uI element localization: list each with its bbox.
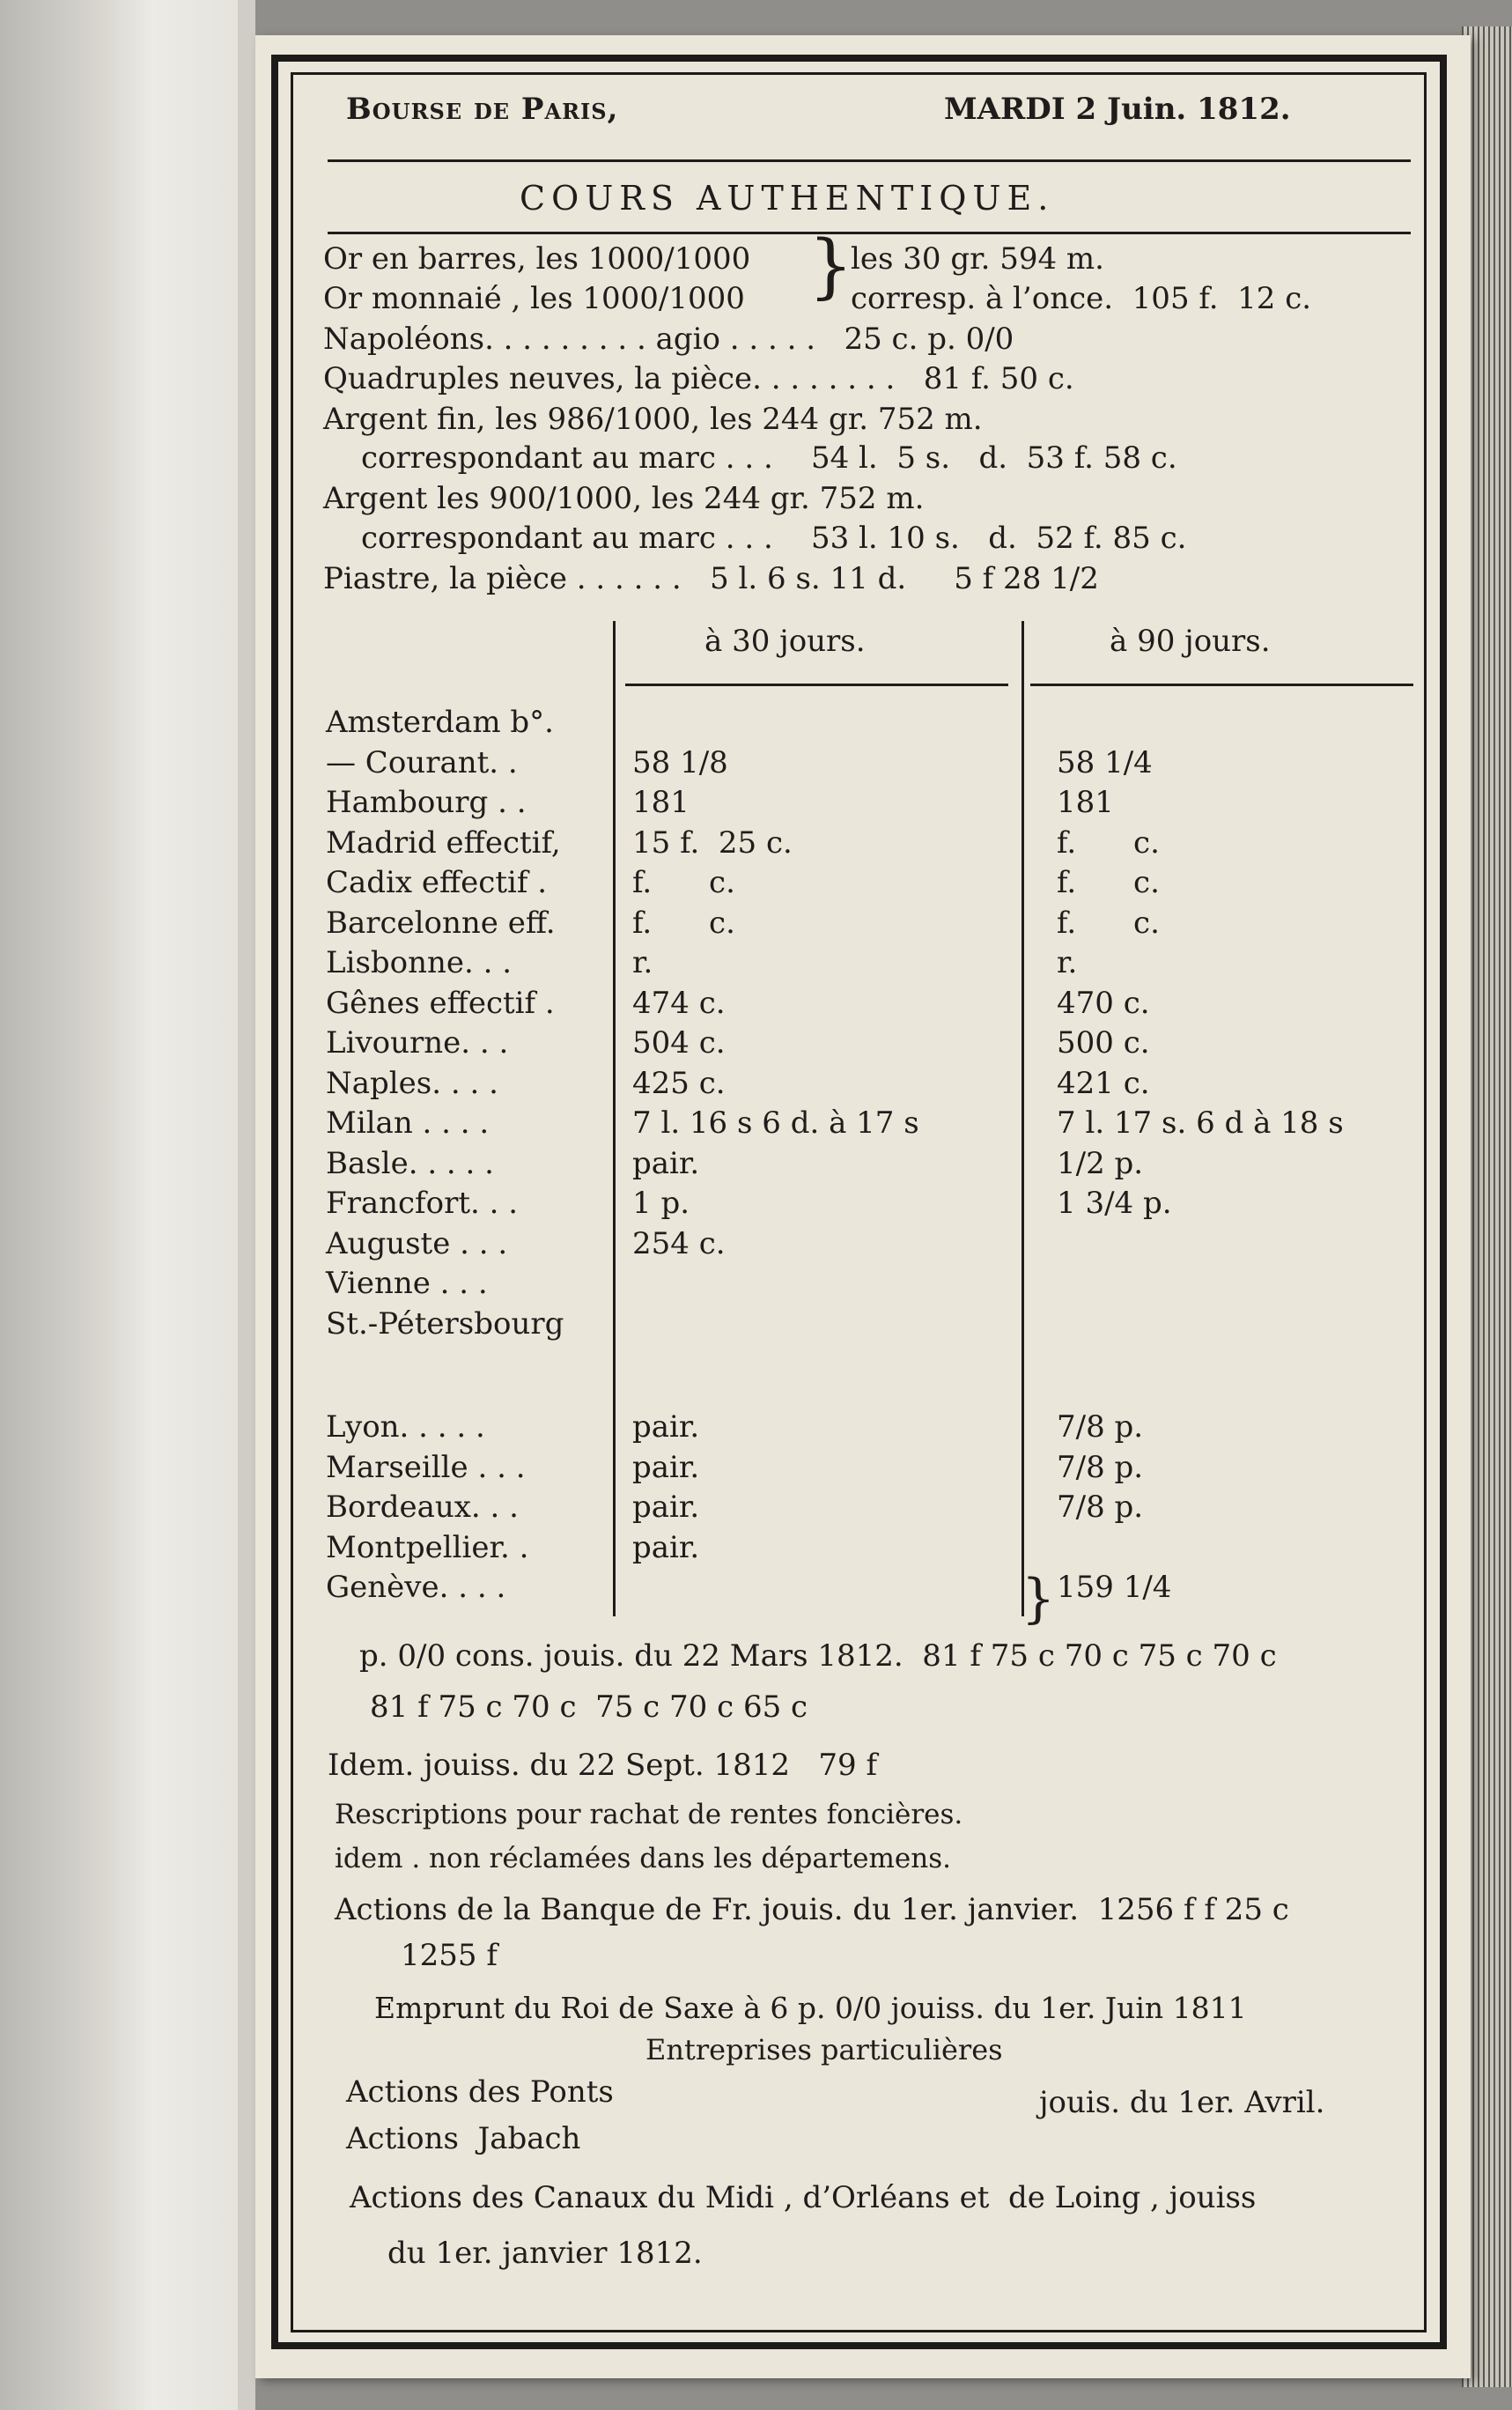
col-rule-30 (625, 684, 1008, 686)
exchange-place: Lyon. . . . . (326, 1409, 485, 1445)
exchange-30-days: pair. (632, 1449, 700, 1485)
exchange-90-days: f. c. (1057, 905, 1160, 941)
exchange-place: Amsterdam b°. (326, 705, 554, 740)
canaux-line1: Actions des Canaux du Midi , d’Orléans et de Loing , jouiss (350, 2180, 1257, 2215)
col-divider-1 (613, 621, 616, 1616)
exchange-90-days: 7/8 p. (1057, 1490, 1144, 1525)
exchange-90-days: 7/8 p. (1057, 1409, 1144, 1445)
rentes-cons-line2: 81 f 75 c 70 c 75 c 70 c 65 c (370, 1689, 808, 1725)
left-page-margin (0, 0, 255, 2410)
exchange-30-days: 15 f. 25 c. (632, 824, 793, 861)
quadruples: Quadruples neuves, la pièce. . . . . . . . 81 f. 50 c. (323, 361, 1074, 396)
actions-jabach: Actions Jabach (346, 2121, 581, 2156)
napoleons: Napoléons. . . . . . . . . agio . . . . . 25 c. p. 0/0 (323, 322, 1014, 357)
or-monnaie-right: corresp. à l’once. 105 f. 12 c. (851, 281, 1312, 316)
argent-fin: Argent fin, les 986/1000, les 244 gr. 752 m. (323, 402, 983, 437)
exchange-place: Naples. . . . (326, 1065, 498, 1101)
actions-ponts: Actions des Ponts (346, 2074, 614, 2110)
header-left: Bourse de Paris, (346, 92, 619, 127)
exchange-30-days: 474 c. (632, 985, 726, 1021)
col-header-30: à 30 jours. (704, 624, 866, 659)
actions-ponts-jouis: jouis. du 1er. Avril. (1039, 2085, 1325, 2120)
exchange-30-days: 254 c. (632, 1225, 726, 1261)
exchange-30-days: pair. (632, 1529, 700, 1565)
exchange-90-days: 1 3/4 p. (1057, 1186, 1172, 1221)
exchange-30-days: f. c. (632, 865, 735, 900)
exchange-30-days: pair. (632, 1490, 700, 1525)
exchange-90-days: 181 (1057, 785, 1114, 820)
exchange-30-days: f. c. (632, 905, 735, 941)
exchange-place: Lisbonne. . . (326, 945, 513, 980)
argent-fin-corr: correspondant au marc . . . 54 l. 5 s. d. 53 f. 58 c. (361, 440, 1177, 476)
header-rule (328, 159, 1411, 162)
banque-line1: Actions de la Banque de Fr. jouis. du 1er. janvier. 1256 f f 25 c (335, 1892, 1289, 1927)
exchange-place: Genève. . . . (326, 1570, 506, 1605)
exchange-place: Hambourg . . (326, 785, 527, 820)
exchange-30-days: 181 (632, 785, 690, 820)
exchange-30-days: 7 l. 16 s 6 d. à 17 s (632, 1105, 919, 1141)
exchange-90-days: 159 1/4 (1057, 1570, 1172, 1605)
exchange-90-days: f. c. (1057, 824, 1160, 861)
exchange-30-days: 58 1/8 (632, 744, 728, 780)
or-barres-right: les 30 gr. 594 m. (851, 241, 1104, 277)
idem-non-reclamees: idem . non réclamées dans les départemens. (335, 1843, 951, 1874)
exchange-30-days: r. (632, 945, 653, 980)
binding-gutter (238, 0, 255, 2410)
page-title: COURS AUTHENTIQUE. (520, 179, 1055, 218)
exchange-90-days: r. (1057, 945, 1078, 980)
argent-900-corr: correspondant au marc . . . 53 l. 10 s. d. 52 f. 85 c. (361, 521, 1187, 556)
exchange-30-days: pair. (632, 1145, 700, 1181)
exchange-30-days: pair. (632, 1409, 700, 1445)
brace-geneve: } (1022, 1568, 1056, 1630)
exchange-30-days: 504 c. (632, 1025, 726, 1061)
exchange-place: Francfort. . . (326, 1186, 519, 1221)
header-date: MARDI 2 Juin. 1812. (944, 92, 1291, 127)
exchange-90-days: f. c. (1057, 865, 1160, 900)
entreprises-particulieres: Entreprises particulières (645, 2033, 1003, 2066)
exchange-place: St.-Pétersbourg (326, 1305, 564, 1342)
exchange-place: Cadix effectif . (326, 865, 548, 900)
exchange-place: Livourne. . . (326, 1025, 509, 1061)
exchange-place: Vienne . . . (326, 1266, 488, 1301)
col-divider-2 (1022, 621, 1024, 1616)
rentes-idem: Idem. jouiss. du 22 Sept. 1812 79 f (328, 1748, 878, 1783)
exchange-30-days: 425 c. (632, 1065, 726, 1101)
exchange-90-days: 7/8 p. (1057, 1449, 1144, 1485)
exchange-place: Auguste . . . (326, 1225, 508, 1261)
brace-metals: } (808, 225, 853, 307)
rescriptions: Rescriptions pour rachat de rentes foncières. (335, 1799, 963, 1830)
exchange-place: — Courant. . (326, 744, 518, 780)
exchange-90-days: 1/2 p. (1057, 1145, 1144, 1181)
exchange-90-days: 470 c. (1057, 985, 1150, 1021)
emprunt-saxe: Emprunt du Roi de Saxe à 6 p. 0/0 jouiss. du 1er. Juin 1811 (374, 1991, 1247, 2025)
col-rule-90 (1030, 684, 1413, 686)
exchange-place: Milan . . . . (326, 1105, 490, 1141)
banque-line2: 1255 f (401, 1938, 498, 1973)
exchange-90-days: 58 1/4 (1057, 744, 1153, 780)
canaux-line2: du 1er. janvier 1812. (387, 2236, 703, 2271)
col-header-90: à 90 jours. (1110, 624, 1271, 659)
exchange-place: Marseille . . . (326, 1449, 526, 1485)
exchange-90-days: 7 l. 17 s. 6 d à 18 s (1057, 1105, 1344, 1141)
exchange-place: Basle. . . . . (326, 1145, 494, 1181)
or-barres: Or en barres, les 1000/1000 (323, 241, 751, 277)
argent-900: Argent les 900/1000, les 244 gr. 752 m. (323, 481, 925, 516)
exchange-place: Gênes effectif . (326, 985, 555, 1021)
title-rule (328, 232, 1411, 234)
exchange-place: Madrid effectif, (326, 824, 561, 861)
piastre: Piastre, la pièce . . . . . . 5 l. 6 s. 11 d. 5 f 28 1/2 (323, 561, 1099, 596)
exchange-place: Montpellier. . (326, 1529, 529, 1565)
exchange-30-days: 1 p. (632, 1186, 690, 1221)
exchange-90-days: 421 c. (1057, 1065, 1150, 1101)
exchange-place: Bordeaux. . . (326, 1490, 519, 1525)
exchange-place: Barcelonne eff. (326, 905, 556, 941)
exchange-90-days: 500 c. (1057, 1025, 1150, 1061)
rentes-cons-line1: p. 0/0 cons. jouis. du 22 Mars 1812. 81 f 75 c 70 c 75 c 70 c (359, 1638, 1277, 1674)
or-monnaie: Or monnaié , les 1000/1000 (323, 281, 745, 316)
